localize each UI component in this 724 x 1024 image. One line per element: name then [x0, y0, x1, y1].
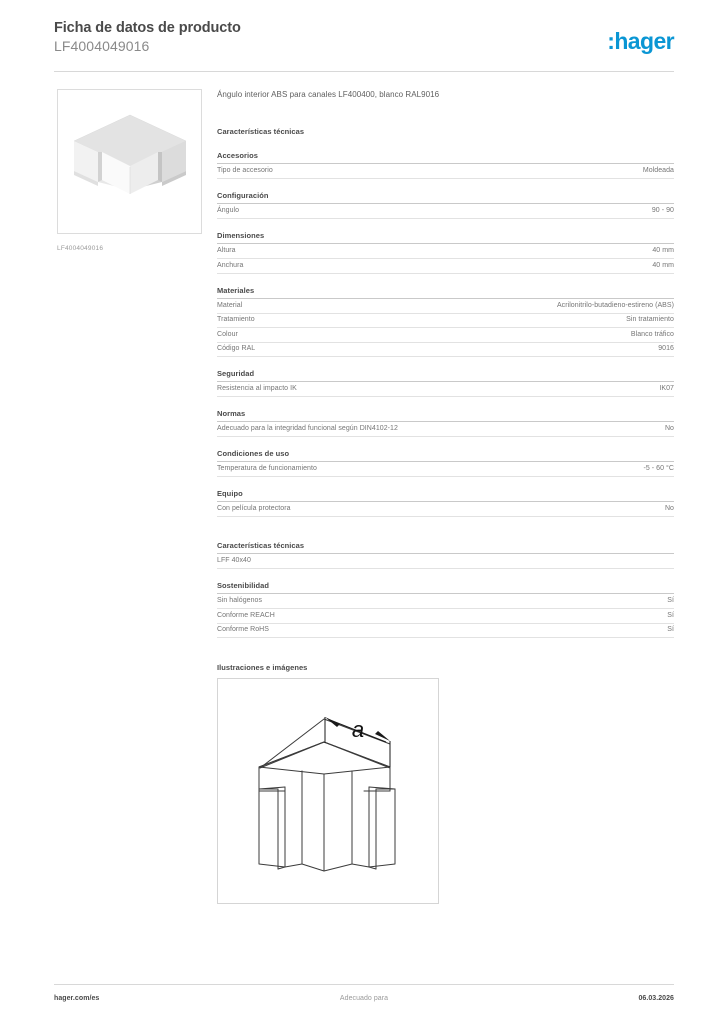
table-row: [217, 502, 674, 517]
spec-group-heading: Características técnicas: [217, 541, 674, 554]
table-row: [217, 554, 674, 569]
footer-divider: [54, 984, 674, 985]
spec-group-dimensiones: [217, 231, 674, 274]
table-row: [217, 422, 674, 437]
product-name: Ángulo interior ABS para canales LF400400, blanco RAL9016: [217, 90, 440, 99]
spec-table: [217, 554, 674, 569]
spec-value: -5 - 60 °C: [446, 462, 675, 477]
spec-table: [217, 299, 674, 358]
page-footer: [54, 995, 674, 1009]
spec-label: Tipo de accesorio: [217, 164, 446, 179]
table-row: [217, 609, 674, 624]
spec-value: Sí: [446, 594, 675, 609]
spec-label: Anchura: [217, 259, 446, 274]
spec-value: 40 mm: [446, 259, 675, 274]
technical-drawing-frame: [217, 678, 439, 904]
spec-group-heading: Materiales: [217, 286, 674, 299]
table-row: [217, 299, 674, 314]
product-thumbnail: [57, 89, 202, 234]
spec-value: Sí: [446, 623, 675, 638]
page-header: [54, 20, 674, 68]
table-row: [217, 594, 674, 609]
technical-drawing: [218, 679, 438, 903]
spec-table: [217, 164, 674, 179]
spec-label: LFF 40x40: [217, 554, 674, 569]
spec-value: Sí: [446, 609, 675, 624]
table-row: [217, 462, 674, 477]
spec-label: Temperatura de funcionamiento: [217, 462, 446, 477]
spec-group-heading: Seguridad: [217, 369, 674, 382]
table-row: [217, 328, 674, 343]
spec-group-heading: Dimensiones: [217, 231, 674, 244]
spec-value: 40 mm: [446, 244, 675, 259]
spec-value: 90 - 90: [446, 204, 675, 219]
spec-group-materiales: [217, 286, 674, 358]
spec-group-condiciones-de-uso: [217, 449, 674, 477]
spec-group-sostenibilidad: [217, 581, 674, 638]
spec-table: [217, 382, 674, 397]
spec-label: Material: [217, 299, 446, 314]
table-row: [217, 244, 674, 259]
spec-label: Resistencia al impacto IK: [217, 382, 446, 397]
spec-value: 9016: [446, 342, 675, 357]
spec-group-heading: Normas: [217, 409, 674, 422]
footer-center-text: Adecuado para: [339, 995, 389, 1002]
spec-label: Tratamiento: [217, 313, 446, 328]
footer-date: 06.03.2026: [638, 995, 674, 1002]
specs-section-title: Características técnicas: [217, 127, 305, 136]
spec-group-heading: Condiciones de uso: [217, 449, 674, 462]
illustrations-heading: Ilustraciones e imágenes: [217, 663, 308, 672]
spec-value: No: [446, 422, 675, 437]
spec-group-accesorios: [217, 151, 674, 179]
spec-label: Con película protectora: [217, 502, 446, 517]
spec-value: Acrilonitrilo-butadieno-estireno (ABS): [446, 299, 675, 314]
spec-group-heading: Accesorios: [217, 151, 674, 164]
page-title: Ficha de datos de producto: [54, 20, 241, 36]
spec-value: Blanco tráfico: [446, 328, 675, 343]
spec-value: No: [446, 502, 675, 517]
footer-website-link[interactable]: hager.com/es: [54, 995, 100, 1002]
illustrations-section: [217, 663, 674, 904]
spec-label: Altura: [217, 244, 446, 259]
table-row: [217, 313, 674, 328]
spec-content: [217, 89, 674, 904]
product-reference-subtitle: LF4004049016: [54, 38, 150, 54]
spec-label: Ángulo: [217, 204, 446, 219]
spec-value: IK07: [446, 382, 675, 397]
table-row: [217, 342, 674, 357]
thumbnail-caption: LF4004049016: [57, 245, 104, 252]
dimension-label-a: a: [351, 717, 365, 742]
spec-group-heading: Configuración: [217, 191, 674, 204]
spec-label: Código RAL: [217, 342, 446, 357]
spec-table: [217, 204, 674, 219]
spec-label: Colour: [217, 328, 446, 343]
spec-group-caracteristicas-tecnicas: [217, 541, 674, 569]
table-row: [217, 164, 674, 179]
spec-label: Sin halógenos: [217, 594, 446, 609]
spec-group-equipo: [217, 489, 674, 517]
table-row: [217, 204, 674, 219]
hager-logo: :hager: [607, 28, 674, 54]
table-row: [217, 623, 674, 638]
spec-value: Sin tratamiento: [446, 313, 675, 328]
header-divider: [54, 71, 674, 72]
spec-label: Conforme RoHS: [217, 623, 446, 638]
spec-group-configuracion: [217, 191, 674, 219]
spec-group-heading: Sostenibilidad: [217, 581, 674, 594]
spec-group-heading: Equipo: [217, 489, 674, 502]
spec-table: [217, 422, 674, 437]
spec-table: [217, 594, 674, 638]
spec-label: Adecuado para la integridad funcional según DIN4102-12: [217, 422, 446, 437]
product-render-image: [58, 90, 201, 233]
spec-group-normas: [217, 409, 674, 437]
spec-group-seguridad: [217, 369, 674, 397]
spec-label: Conforme REACH: [217, 609, 446, 624]
spec-table: [217, 502, 674, 517]
table-row: [217, 259, 674, 274]
table-row: [217, 382, 674, 397]
spec-value: Moldeada: [446, 164, 675, 179]
spec-table: [217, 244, 674, 274]
spec-table: [217, 462, 674, 477]
